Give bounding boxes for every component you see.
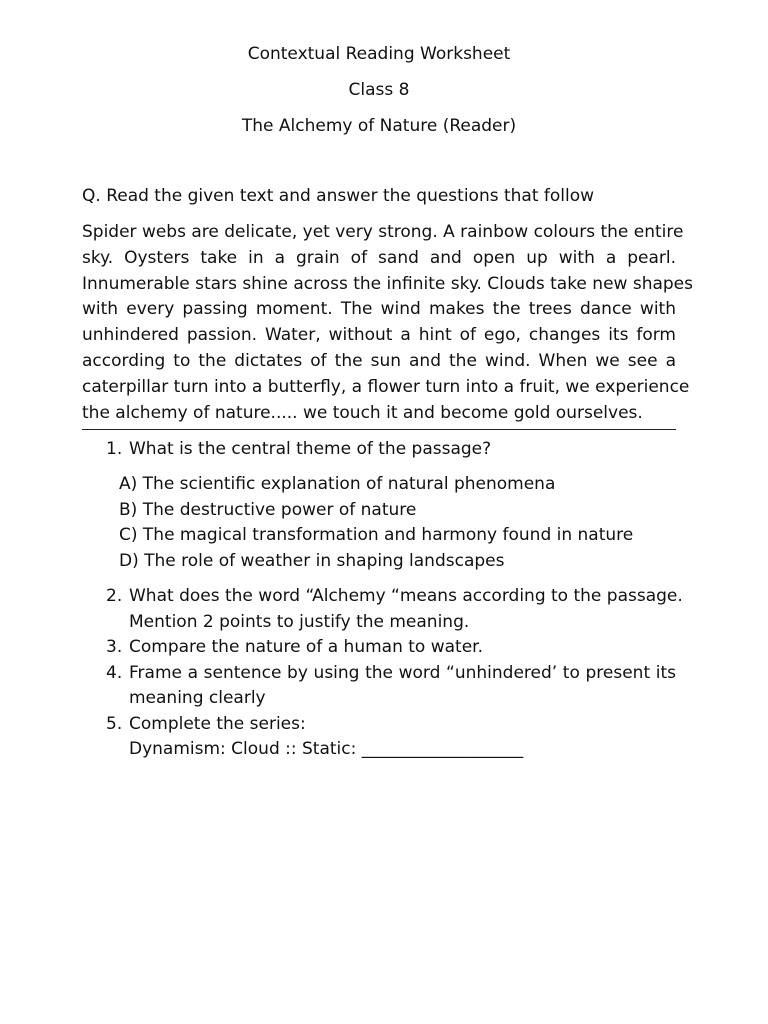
passage-line: the alchemy of nature..... we touch it and become gold ourselves. — [82, 402, 643, 423]
answer-blank-line: Dynamism: Cloud :: Static: ___________________ — [129, 739, 524, 759]
option-b: B) The destructive power of nature — [119, 499, 417, 520]
question-4 — [106, 661, 676, 712]
class-label: Class 8 — [348, 80, 410, 100]
passage-line: with every passing moment. The wind makes the trees dance with — [82, 299, 676, 320]
question-instruction: Q. Read the given text and answer the questions that follow — [82, 186, 595, 206]
reading-passage — [82, 220, 693, 430]
passage-line: Spider webs are delicate, yet very strong. A rainbow colours the entire — [82, 222, 684, 242]
question-text: meaning clearly — [129, 688, 266, 708]
question-number: 3. — [106, 637, 123, 657]
option-d: D) The role of weather in shaping landscapes — [119, 550, 505, 571]
question-text: Complete the series: — [129, 713, 306, 734]
question-text: Frame a sentence by using the word “unhindered’ to present its — [129, 662, 676, 683]
question-number: 1. — [106, 439, 123, 459]
question-number: 2. — [106, 586, 123, 606]
question-2 — [106, 584, 683, 635]
option-a: A) The scientific explanation of natural phenomena — [119, 474, 556, 494]
answer-options — [119, 472, 659, 574]
option-c: C) The magical transformation and harmony found in nature — [119, 525, 634, 546]
passage-line: Innumerable stars shine across the infinite sky. Clouds take new shapes — [82, 273, 693, 294]
question-5 — [106, 712, 676, 763]
question-list-1 — [106, 437, 676, 463]
passage-line: sky. Oysters take in a grain of sand and open up with a pearl. — [82, 247, 676, 268]
question-text: Compare the nature of a human to water. — [129, 637, 483, 657]
question-number: 5. — [106, 713, 123, 734]
question-1 — [106, 437, 676, 463]
passage-line: caterpillar turn into a butterfly, a flower turn into a fruit, we experience — [82, 376, 690, 397]
passage-line: according to the dictates of the sun and the wind. When we see a — [82, 350, 676, 371]
question-3 — [106, 635, 676, 661]
question-list-2 — [106, 584, 683, 763]
chapter-title: The Alchemy of Nature (Reader) — [241, 116, 517, 136]
question-number: 4. — [106, 662, 123, 683]
question-text: Mention 2 points to justify the meaning. — [129, 611, 470, 632]
question-text: What is the central theme of the passage? — [129, 439, 492, 459]
question-text: What does the word “Alchemy “means according to the passage. — [129, 586, 683, 606]
worksheet-title: Contextual Reading Worksheet — [247, 44, 511, 64]
passage-line: unhindered passion. Water, without a hint of ego, changes its form — [82, 325, 676, 346]
